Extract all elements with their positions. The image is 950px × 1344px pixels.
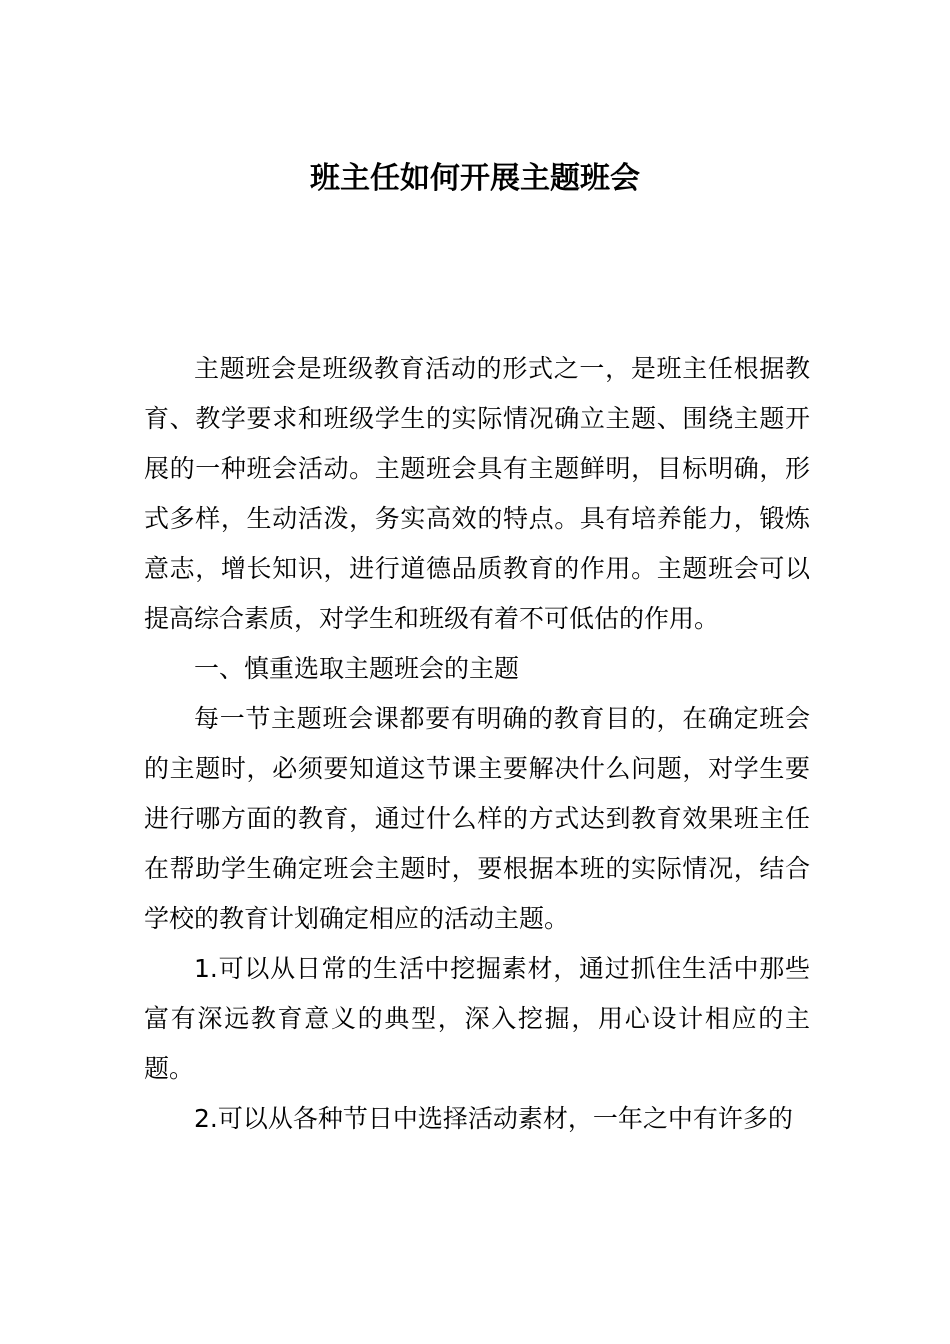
paragraph-intro: 主题班会是班级教育活动的形式之一，是班主任根据教育、教学要求和班级学生的实际情况确立主题、围绕主题开展的一种班会活动。主题班会具有主题鲜明，目标明确，形式多样，生动活泼，务实高效的特点。具有培养能力，锻炼意志，增长知识，进行道德品质教育的作用。主题班会可以提高综合素质，对学生和班级有着不可低估的作用。 xyxy=(144,354,810,633)
document-body xyxy=(144,344,810,1144)
list-item-1: 1.可以从日常的生活中挖掘素材，通过抓住生活中那些富有深远教育意义的典型，深入挖掘，用心设计相应的主题。 xyxy=(144,954,810,1083)
list-item-2: 2.可以从各种节日中选择活动素材，一年之中有许多的 xyxy=(194,1104,793,1133)
paragraph-section-1: 每一节主题班会课都要有明确的教育目的，在确定班会的主题时，必须要知道这节课主要解决什么问题，对学生要进行哪方面的教育，通过什么样的方式达到教育效果班主任在帮助学生确定班会主题时，要根据本班的实际情况，结合学校的教育计划确定相应的活动主题。 xyxy=(144,704,810,933)
section-heading-1: 一、慎重选取主题班会的主题 xyxy=(194,654,520,683)
page-title: 班主任如何开展主题班会 xyxy=(310,161,640,196)
